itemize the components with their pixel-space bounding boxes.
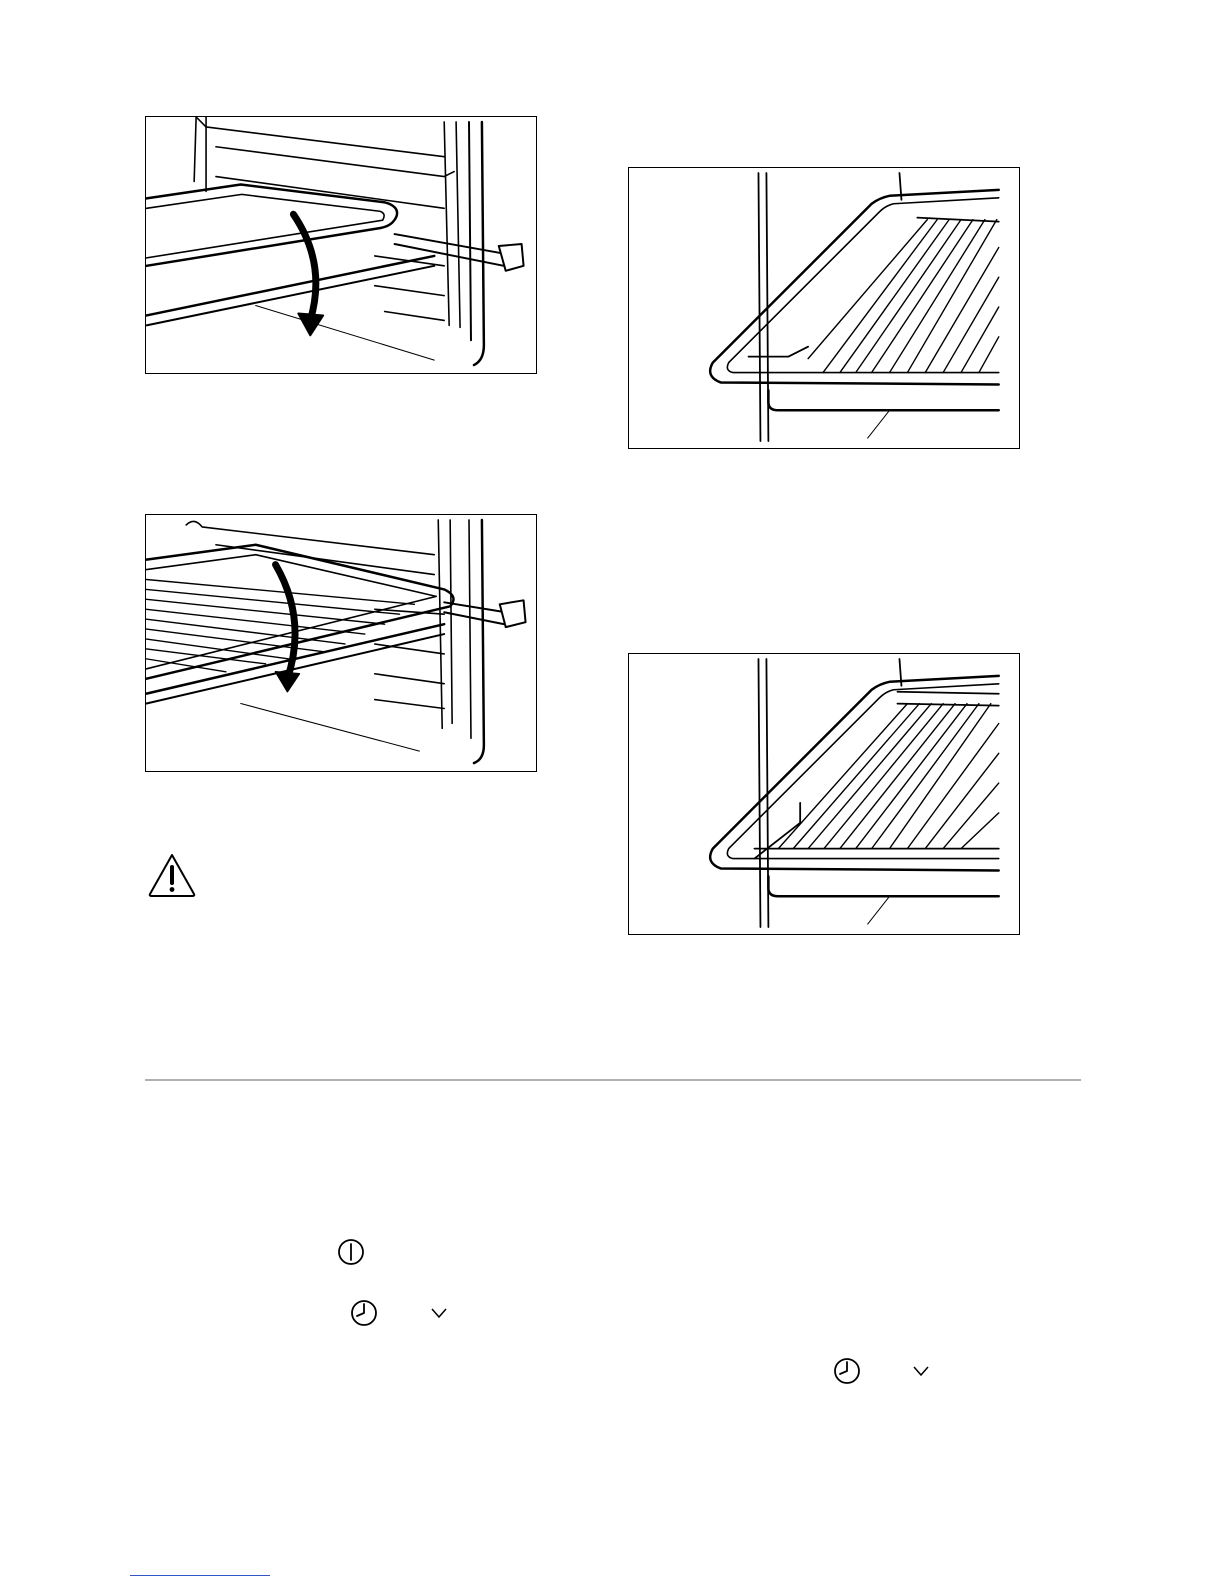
- chevron-down-icon: [430, 1306, 448, 1318]
- illustration-tray-insert: [145, 116, 537, 374]
- clock-icon: [832, 1356, 862, 1386]
- illustration-shelf-on-tray: [628, 653, 1020, 935]
- illustration-tray-on-rails: [628, 167, 1020, 449]
- warning-triangle-icon: [147, 852, 197, 898]
- section-divider: [145, 1079, 1081, 1081]
- chevron-down-icon: [912, 1364, 930, 1376]
- clock-icon: [349, 1298, 379, 1328]
- illustration-shelf-insert: [145, 514, 537, 772]
- footer-underline: [130, 1575, 270, 1576]
- on-off-icon: [336, 1237, 366, 1267]
